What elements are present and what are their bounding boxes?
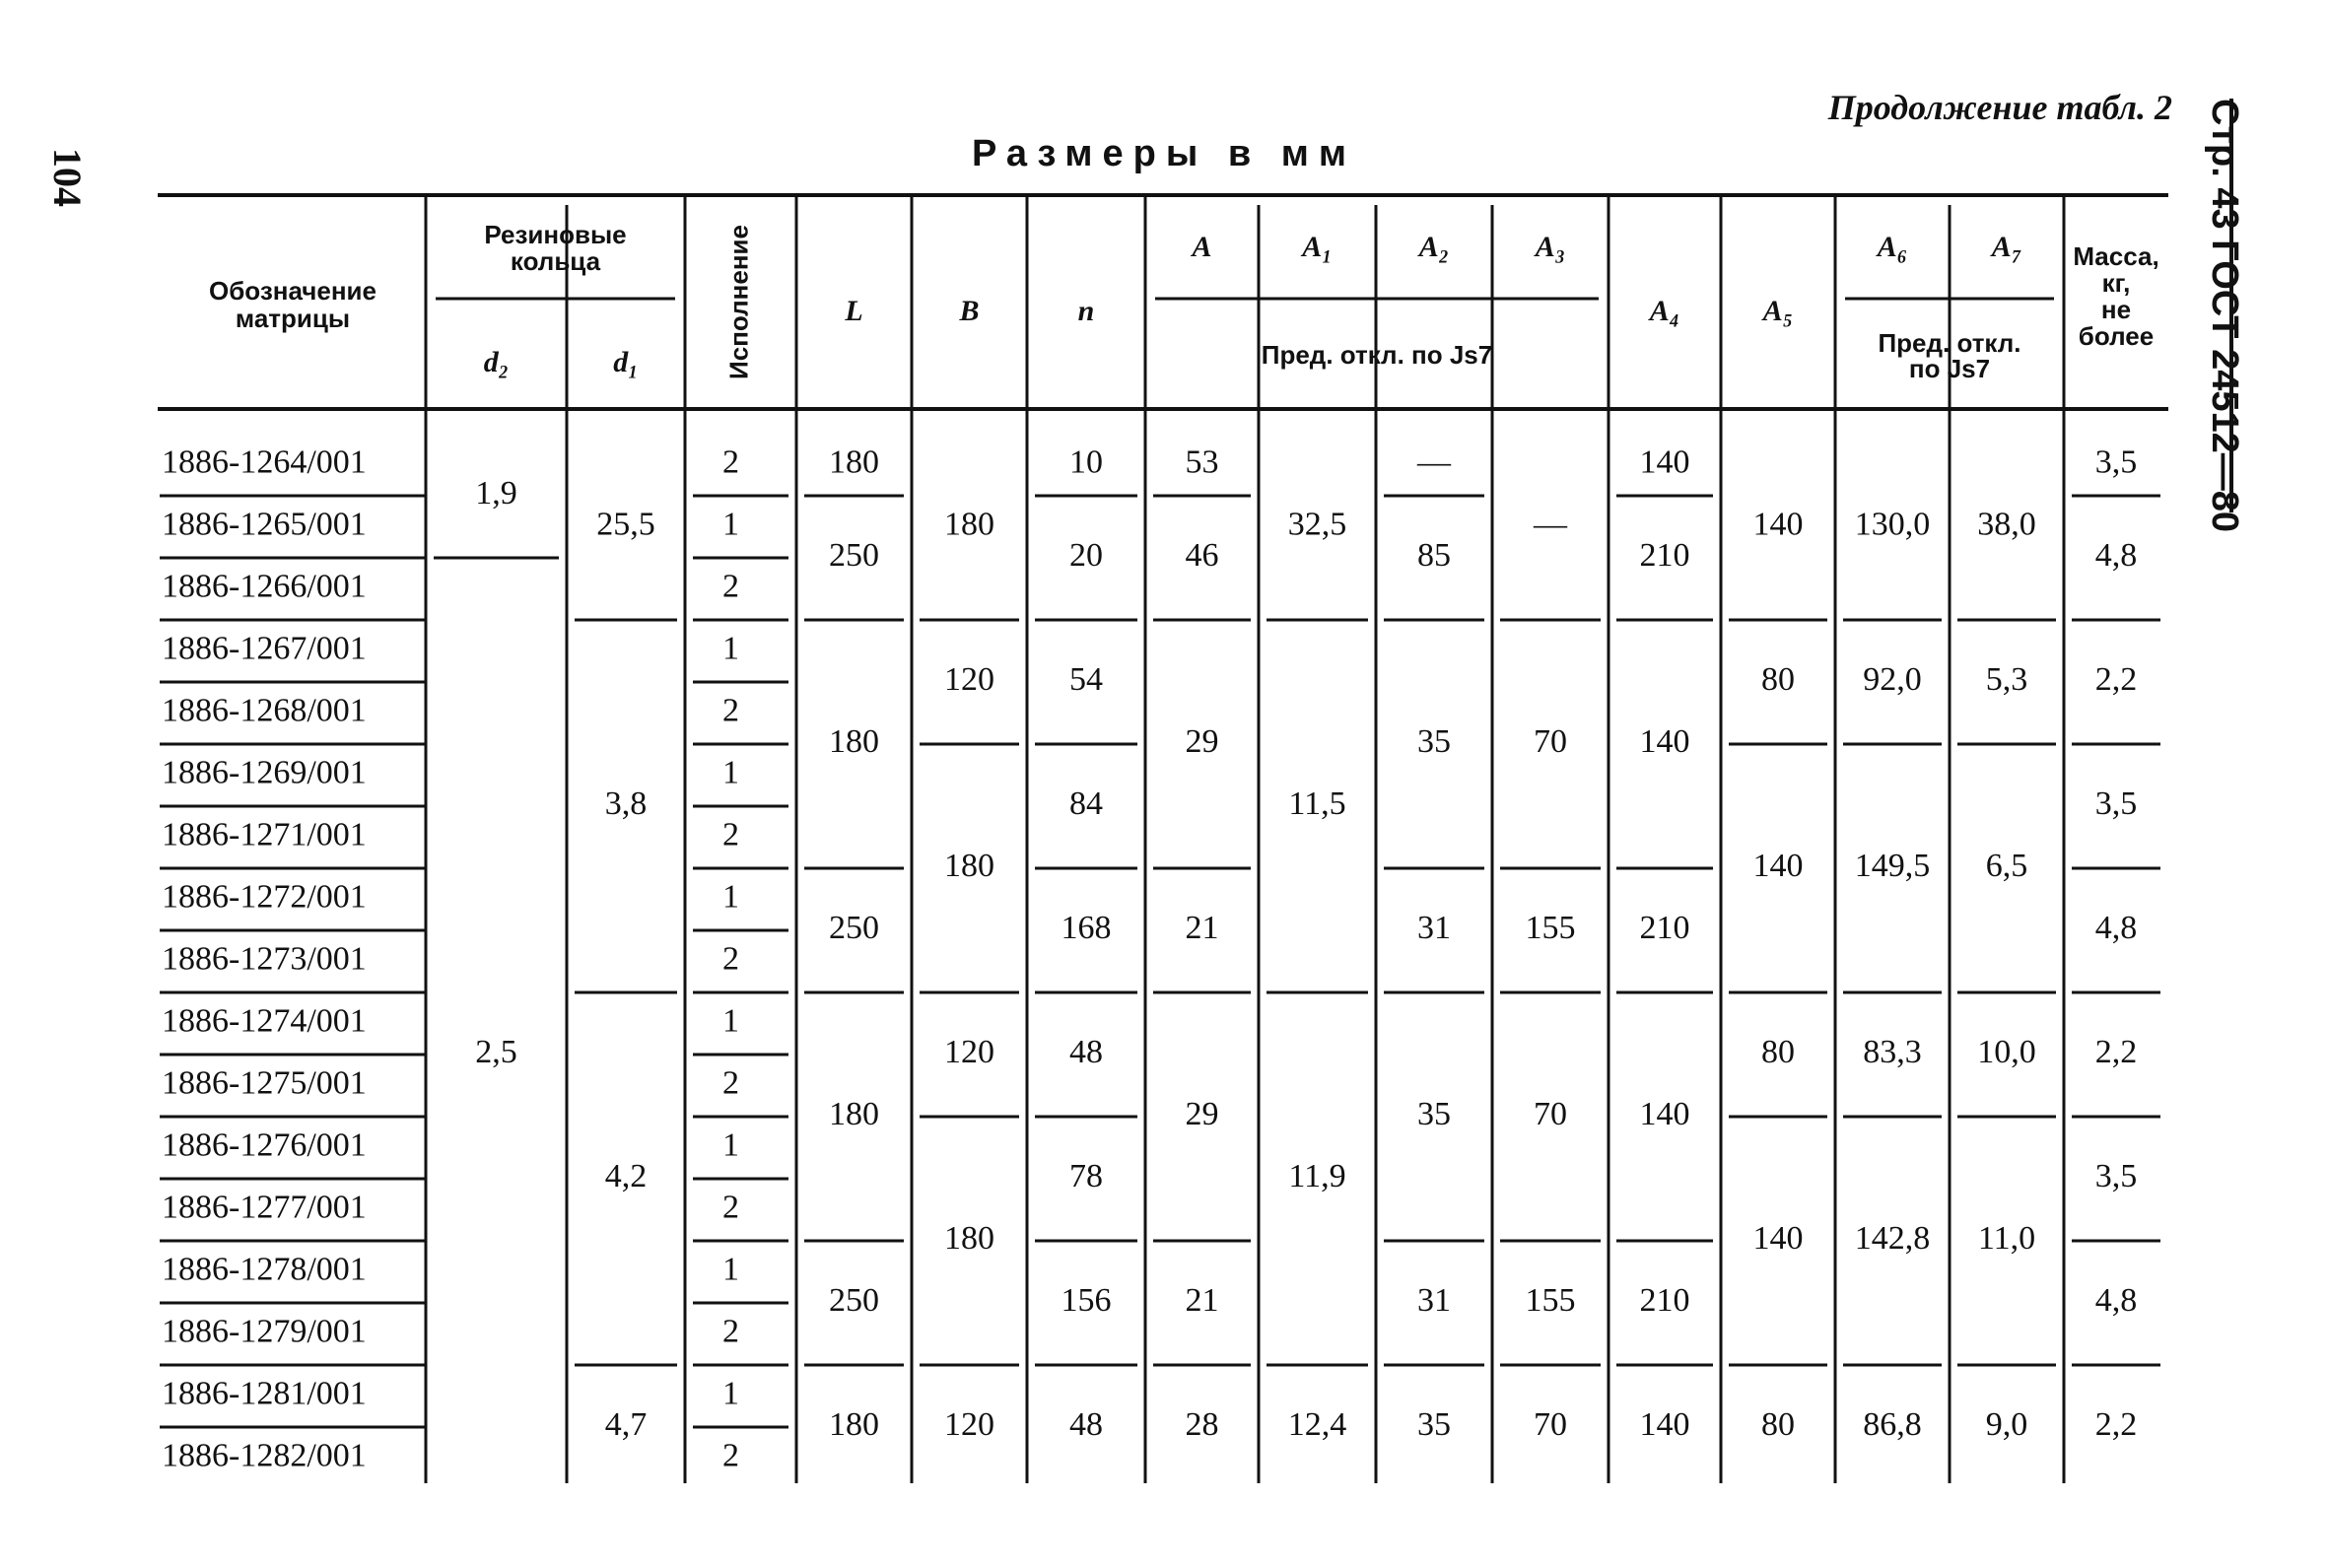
cell-A5: 80: [1761, 660, 1795, 698]
version-value: 2: [722, 1189, 739, 1226]
matrix-code: 1886-1274/001: [162, 1002, 367, 1040]
cell-L: 180: [829, 1405, 879, 1443]
cell-A5: 80: [1761, 1405, 1795, 1443]
cell-d2: 2,5: [475, 1033, 517, 1070]
header-A7: A₇: [1991, 230, 2022, 263]
cell-n: 168: [1061, 909, 1112, 946]
cell-A2: 35: [1417, 722, 1451, 760]
matrix-code: 1886-1268/001: [162, 692, 367, 729]
version-value: 2: [722, 816, 739, 853]
matrix-code: 1886-1275/001: [162, 1064, 367, 1102]
cell-n: 78: [1069, 1157, 1103, 1194]
cell-A: 28: [1185, 1405, 1219, 1443]
version-value: 2: [722, 568, 739, 605]
header-mass: кг,: [2101, 267, 2131, 298]
cell-A2: 31: [1417, 909, 1451, 946]
cell-L: 250: [829, 536, 879, 574]
cell-L: 250: [829, 1281, 879, 1319]
cell-L: 180: [829, 443, 879, 481]
cell-A1: 12,4: [1287, 1405, 1347, 1443]
cell-n: 10: [1069, 443, 1103, 481]
matrix-code: 1886-1266/001: [162, 568, 367, 605]
side-header: Стр. 43 ГОСТ 24512—80: [2204, 99, 2245, 533]
cell-A2: 35: [1417, 1095, 1451, 1132]
cell-n: 54: [1069, 660, 1103, 698]
header-designation: матрицы: [235, 303, 351, 333]
cell-A4: 140: [1639, 722, 1690, 760]
cell-mass: 2,2: [2094, 660, 2138, 698]
cell-mass: 2,2: [2094, 1033, 2138, 1070]
cell-mass: 3,5: [2094, 784, 2138, 822]
header-A5: A₅: [1762, 294, 1794, 327]
cell-A6: 149,5: [1854, 847, 1931, 884]
cell-mass: 2,2: [2094, 1405, 2138, 1443]
matrix-code: 1886-1269/001: [162, 754, 367, 791]
cell-A4: 210: [1639, 536, 1690, 574]
cell-n: 48: [1069, 1405, 1103, 1443]
cell-A6: 86,8: [1863, 1405, 1922, 1443]
cell-A1: 11,9: [1288, 1157, 1346, 1194]
cell-A3: 155: [1525, 909, 1576, 946]
header-mass: не: [2100, 294, 2132, 324]
cell-B: 180: [944, 847, 994, 884]
matrix-code: 1886-1278/001: [162, 1251, 367, 1288]
header-mass: более: [2078, 320, 2155, 351]
cell-A1: 11,5: [1288, 784, 1346, 822]
header-rings: Резиновые: [484, 219, 627, 249]
cell-n: 84: [1069, 784, 1103, 822]
cell-A: 29: [1185, 1095, 1219, 1132]
version-value: 2: [722, 1064, 739, 1102]
matrix-code: 1886-1267/001: [162, 630, 367, 667]
cell-mass: 4,8: [2094, 536, 2138, 574]
cell-A4: 140: [1639, 1095, 1690, 1132]
cell-B: 120: [944, 1405, 994, 1443]
version-value: 1: [722, 506, 739, 543]
cell-mass: 3,5: [2094, 443, 2138, 481]
header-d2: d₂: [483, 345, 510, 378]
version-value: 1: [722, 630, 739, 667]
matrix-code: 1886-1271/001: [162, 816, 367, 853]
version-value: 1: [722, 878, 739, 916]
matrix-code: 1886-1272/001: [162, 878, 367, 916]
cell-A7: 5,3: [1985, 660, 2028, 698]
cell-A2: 35: [1417, 1405, 1451, 1443]
cell-n: 20: [1069, 536, 1103, 574]
matrix-code: 1886-1265/001: [162, 506, 367, 543]
header-L: L: [845, 294, 863, 327]
cell-A7: 11,0: [1977, 1219, 2036, 1257]
cell-L: 250: [829, 909, 879, 946]
version-value: 1: [722, 1251, 739, 1288]
cell-A5: 140: [1752, 847, 1804, 884]
header-A: A: [1192, 230, 1212, 263]
version-value: 1: [722, 1375, 739, 1412]
cell-A5: 140: [1752, 506, 1804, 543]
cell-L: 180: [829, 722, 879, 760]
units-title: Размеры в мм: [972, 133, 1356, 174]
header-A6: A₆: [1877, 230, 1908, 263]
header-n: n: [1077, 294, 1095, 327]
cell-A3: —: [1534, 506, 1567, 543]
matrix-code: 1886-1282/001: [162, 1437, 367, 1474]
header-d1: d₁: [613, 345, 639, 378]
header-A3: A₃: [1535, 230, 1566, 263]
version-value: 2: [722, 443, 739, 481]
header-tolerance: Пред. откл. по Js7: [1261, 339, 1493, 370]
cell-B: 180: [944, 506, 994, 543]
version-value: 1: [722, 1126, 739, 1164]
matrix-code: 1886-1281/001: [162, 1375, 367, 1412]
cell-d1: 3,8: [604, 784, 648, 822]
cell-A3: 70: [1534, 722, 1567, 760]
header-tolerance2: по Js7: [1908, 353, 1991, 383]
cell-A3: 155: [1525, 1281, 1576, 1319]
cell-B: 120: [944, 660, 994, 698]
cell-A: 29: [1185, 722, 1219, 760]
cell-B: 120: [944, 1033, 994, 1070]
cell-A: 53: [1185, 443, 1219, 481]
cell-A6: 83,3: [1863, 1033, 1922, 1070]
cell-A1: 32,5: [1287, 506, 1347, 543]
matrix-code: 1886-1276/001: [162, 1126, 367, 1164]
continuation-label: Продолжение табл. 2: [1827, 88, 2172, 127]
cell-A: 21: [1185, 1281, 1219, 1319]
header-designation: Обозначение: [209, 275, 377, 306]
cell-A2: 31: [1417, 1281, 1451, 1319]
header-rings: кольца: [510, 245, 601, 276]
cell-A: 21: [1185, 909, 1219, 946]
cell-mass: 4,8: [2094, 1281, 2138, 1319]
version-value: 2: [722, 940, 739, 978]
header-version: Исполнение: [723, 225, 754, 379]
cell-A4: 140: [1639, 443, 1690, 481]
cell-A4: 210: [1639, 1281, 1690, 1319]
matrix-code: 1886-1277/001: [162, 1189, 367, 1226]
cell-A7: 6,5: [1985, 847, 2028, 884]
matrix-code: 1886-1279/001: [162, 1313, 367, 1350]
cell-A: 46: [1185, 536, 1219, 574]
header-A4: A₄: [1649, 294, 1680, 327]
version-value: 2: [722, 692, 739, 729]
cell-mass: 3,5: [2094, 1157, 2138, 1194]
header-mass: Масса,: [2073, 240, 2159, 271]
version-value: 2: [722, 1437, 739, 1474]
header-A2: A₂: [1418, 230, 1450, 263]
matrix-code: 1886-1264/001: [162, 443, 367, 481]
cell-A7: 9,0: [1985, 1405, 2028, 1443]
header-A1: A₁: [1302, 230, 1333, 263]
header-tolerance2: Пред. откл.: [1878, 327, 2021, 358]
page-number: 104: [45, 148, 90, 207]
cell-A5: 80: [1761, 1033, 1795, 1070]
cell-A4: 210: [1639, 909, 1690, 946]
cell-d1: 4,7: [604, 1405, 648, 1443]
cell-L: 180: [829, 1095, 879, 1132]
cell-A7: 10,0: [1977, 1033, 2036, 1070]
cell-d2: 1,9: [475, 474, 517, 511]
cell-A6: 130,0: [1854, 506, 1931, 543]
cell-A2: 85: [1417, 536, 1451, 574]
cell-n: 48: [1069, 1033, 1103, 1070]
cell-mass: 4,8: [2094, 909, 2138, 946]
cell-A6: 92,0: [1863, 660, 1922, 698]
version-value: 1: [722, 1002, 739, 1040]
cell-A5: 140: [1752, 1219, 1804, 1257]
matrix-code: 1886-1273/001: [162, 940, 367, 978]
cell-A6: 142,8: [1854, 1219, 1931, 1257]
cell-d1: 25,5: [596, 506, 655, 543]
cell-n: 156: [1061, 1281, 1112, 1319]
version-value: 2: [722, 1313, 739, 1350]
cell-A7: 38,0: [1977, 506, 2036, 543]
cell-A4: 140: [1639, 1405, 1690, 1443]
cell-A3: 70: [1534, 1095, 1567, 1132]
version-value: 1: [722, 754, 739, 791]
cell-d1: 4,2: [604, 1157, 648, 1194]
cell-A3: 70: [1534, 1405, 1567, 1443]
cell-B: 180: [944, 1219, 994, 1257]
cell-A2: —: [1417, 443, 1451, 481]
header-B: B: [959, 294, 980, 327]
